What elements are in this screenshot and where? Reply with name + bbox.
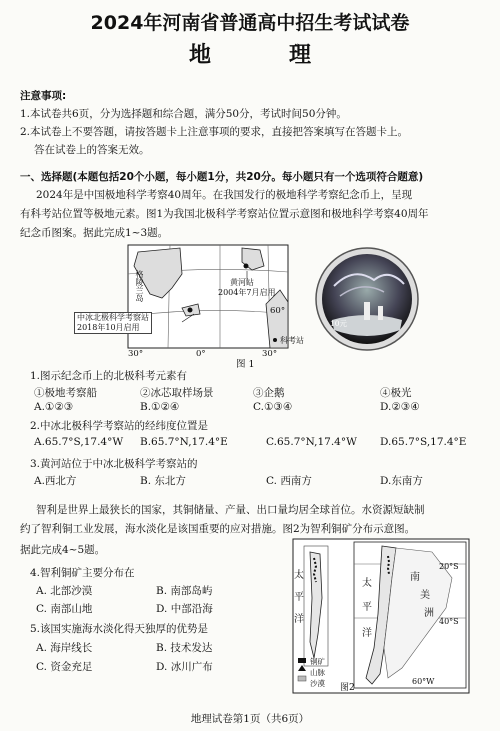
- ocean-label-3b: 洋: [362, 628, 372, 639]
- zhongbing-station-dot: [188, 308, 193, 313]
- continent-label-3: 洲: [424, 608, 434, 619]
- label-lat-20s: 20°S: [439, 562, 459, 571]
- commemorative-coin-image: [314, 246, 420, 352]
- subject-title: 地 理: [188, 43, 339, 68]
- legend-station-dot: [273, 338, 277, 342]
- q2-stem: 2.中冰北极科学考察站的经纬度位置是: [30, 420, 209, 432]
- q2-option-c[interactable]: C.65.7°N,17.4°W: [266, 436, 357, 448]
- q5-stem: 5.该国实施海水淡化得天独厚的优势是: [30, 623, 209, 635]
- huanghe-station-dot: [244, 264, 249, 269]
- notes-line-1: 1.本试卷共6页，分为选择题和综合题，满分50分，考试时间50分钟。: [20, 108, 347, 120]
- notes-line-2: 2.本试卷上不要答题，请按答题卡上注意事项的要求，直接把答案填写在答题卡上。: [20, 126, 409, 138]
- label-lon-0: 0°: [196, 349, 206, 359]
- section-1-intro-3: 纪念币图案。据此完成1~3题。: [20, 227, 169, 239]
- q1-choice-1: ①极地考察船: [34, 387, 97, 399]
- coin-value: 10元: [330, 319, 348, 328]
- label-lat-60: 60°: [270, 306, 286, 316]
- label-huanghe: 黄河站: [230, 278, 254, 287]
- label-lon-30e: 30°: [262, 349, 278, 359]
- q1-choice-2: ②冰芯取样场景: [140, 387, 214, 399]
- q1-stem: 1.图示纪念币上的北极科考元素有: [30, 370, 188, 382]
- figure-1-caption: 图 1: [236, 359, 255, 370]
- q1-option-b[interactable]: B.①②④: [140, 401, 180, 413]
- q1-option-d[interactable]: D.②③④: [380, 401, 420, 413]
- exam-title: 2024年河南省普通高中招生考试试卷: [90, 12, 410, 34]
- q5-option-d[interactable]: D. 冰川广布: [156, 661, 213, 673]
- passage-2-line-1: 智利是世界上最狭长的国家，其铜储量、产量、出口量均居全球首位。水资源短缺制: [36, 504, 425, 516]
- ocean-label-1: 太: [294, 570, 304, 581]
- q5-option-c[interactable]: C. 资金充足: [36, 661, 93, 673]
- label-zhongbing-box: [74, 312, 152, 334]
- legend-desert: 沙漠: [310, 679, 325, 688]
- q3-option-b[interactable]: B. 东北方: [140, 475, 186, 487]
- legend-label-station: 科考站: [280, 336, 304, 345]
- figure-2-caption: 图2: [340, 683, 355, 693]
- q2-option-a[interactable]: A.65.7°S,17.4°W: [34, 436, 124, 448]
- q2-option-b[interactable]: B.65.7°N,17.4°E: [140, 436, 228, 448]
- ocean-label-3: 洋: [294, 614, 304, 625]
- section-1-heading: 一、选择题(本题包括20个小题，每小题1分，共20分。每小题只有一个选项符合题意): [20, 171, 424, 183]
- label-lat-40s: 40°S: [439, 617, 459, 626]
- q3-stem: 3.黄河站位于中冰北极科学考察站的: [30, 458, 198, 470]
- continent-label-2: 美: [420, 590, 430, 601]
- page-footer: 地理试卷第1页（共6页）: [190, 713, 310, 725]
- q2-option-d[interactable]: D.65.7°S,17.4°E: [380, 436, 467, 448]
- q4-option-b[interactable]: B. 南部岛屿: [156, 585, 213, 597]
- section-1-intro-1: 2024年是中国极地科学考察40周年。在我国发行的极地科学考察纪念币上，呈现: [36, 189, 413, 201]
- legend-mountain: 山脉: [310, 668, 325, 677]
- legend-copper: 铜矿: [310, 657, 325, 666]
- label-lon-30w: 30°: [128, 349, 144, 359]
- section-1-intro-2: 有科考站位置等极地元素。图1为我国北极科学考察站位置示意图和极地科学考察40周年: [20, 208, 429, 220]
- notes-line-3: 答在试卷上的答案无效。: [34, 144, 150, 156]
- notes-heading: 注意事项:: [20, 90, 67, 102]
- q4-option-a[interactable]: A. 北部沙漠: [36, 585, 93, 597]
- continent-label-1: 南: [410, 572, 420, 583]
- label-huanghe-date: 2004年7月启用: [218, 288, 276, 297]
- figure-1-map: [70, 244, 296, 362]
- q5-option-b[interactable]: B. 技术发达: [156, 642, 213, 654]
- q1-option-c[interactable]: C.①③④: [253, 401, 293, 413]
- label-zhongbing: 中冰北极科学考察站: [77, 313, 149, 322]
- label-zhongbing-date: 2018年10月启用: [77, 323, 140, 332]
- q5-option-a[interactable]: A. 海岸线长: [36, 642, 93, 654]
- q4-option-d[interactable]: D. 中部沿海: [156, 603, 213, 615]
- q1-choice-3: ③企鹅: [253, 387, 285, 399]
- q3-option-d[interactable]: D.东南方: [380, 475, 423, 487]
- q1-option-a[interactable]: A.①②③: [34, 401, 74, 413]
- q1-choice-4: ④极光: [380, 387, 412, 399]
- passage-2-line-2: 约了智利铜工业发展，海水淡化是该国重要的应对措施。图2为智利铜矿分布示意图。: [20, 523, 416, 535]
- label-lon-60w: 60°W: [412, 677, 435, 686]
- ocean-label-2: 平: [294, 592, 304, 603]
- label-greenland: 格陵兰岛: [135, 270, 144, 302]
- ocean-label-1b: 太: [362, 578, 372, 589]
- q3-option-a[interactable]: A.西北方: [34, 475, 77, 487]
- q4-option-c[interactable]: C. 南部山地: [36, 603, 93, 615]
- passage-2-line-3: 据此完成4~5题。: [20, 544, 106, 556]
- q4-stem: 4.智利铜矿主要分布在: [30, 567, 135, 579]
- ocean-label-2b: 平: [362, 602, 372, 613]
- q3-option-c[interactable]: C. 西南方: [266, 475, 312, 487]
